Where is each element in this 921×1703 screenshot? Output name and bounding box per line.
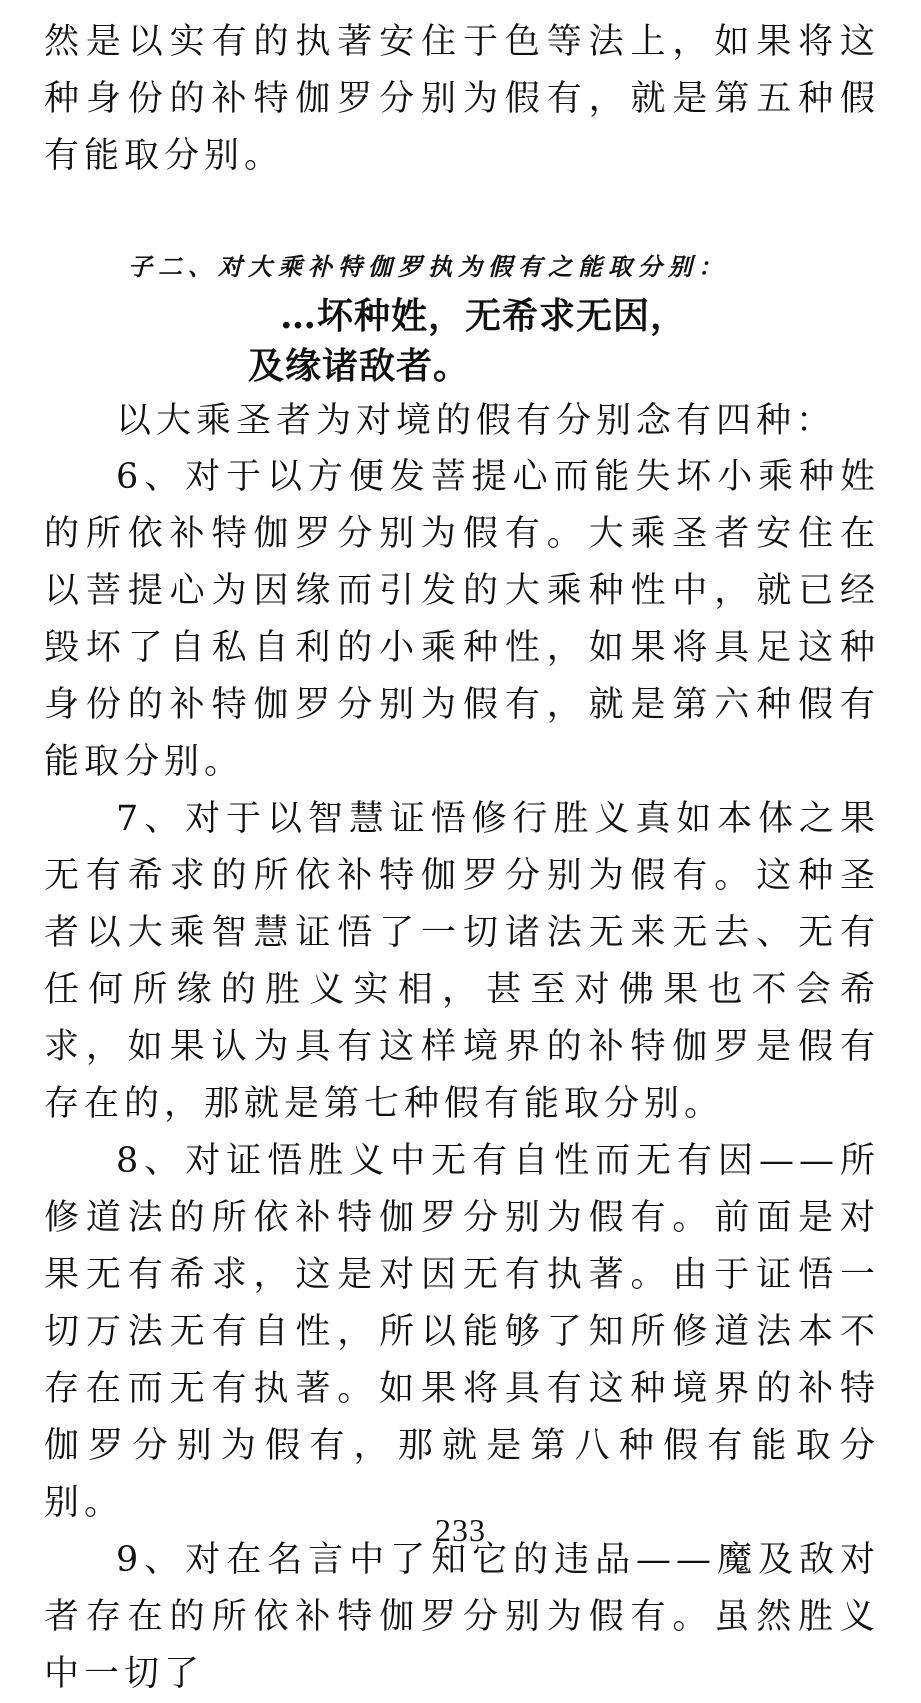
intro-line: 以大乘圣者为对境的假有分别念有四种： <box>116 401 837 441</box>
page-body <box>44 14 880 1703</box>
paragraph-item-8: 8、对证悟胜义中无有自性而无有因——所修道法的所依补特伽罗分别为假有。前面是对果无有希求，这是对因无有执著。由于证悟一切万法无有自性，所以能够了知所修道法本不存在而无有执著。如果将具有这种境界的补特伽罗分别为假有，那就是第八种假有能取分别。 <box>44 1141 880 1523</box>
carry-over-paragraph: 然是以实有的执著安住于色等法上，如果将这种身份的补特伽罗分别为假有，就是第五种假有能取分别。 <box>44 22 880 176</box>
verse-line-1: …坏种姓，无希求无因， <box>280 295 688 337</box>
paragraph-item-6: 6、对于以方便发菩提心而能失坏小乘种姓的所依补特伽罗分别为假有。大乘圣者安住在以菩提心为因缘而引发的大乘种性中，就已经毁坏了自私自利的小乘种性，如果将具足这种身份的补特伽罗分别为假有，就是第六种假有能取分别。 <box>44 457 880 782</box>
paragraph-item-7: 7、对于以智慧证悟修行胜义真如本体之果无有希求的所依补特伽罗分别为假有。这种圣者以大乘智慧证悟了一切诸法无来无去、无有任何所缘的胜义实相，甚至对佛果也不会希求，如果认为具有这样境界的补特伽罗是假有存在的，那就是第七种假有能取分别。 <box>44 799 880 1124</box>
verse-line-2: 及缘诸敌者。 <box>248 345 471 387</box>
paragraph-item-9: 9、对在名言中了知它的违品——魔及敌对者存在的所依补特伽罗分别为假有。虽然胜义中一切了 <box>44 1540 880 1694</box>
section-heading: 子二、对大乘补特伽罗执为假有之能取分别： <box>128 252 728 281</box>
page-number: 233 <box>435 1512 486 1548</box>
